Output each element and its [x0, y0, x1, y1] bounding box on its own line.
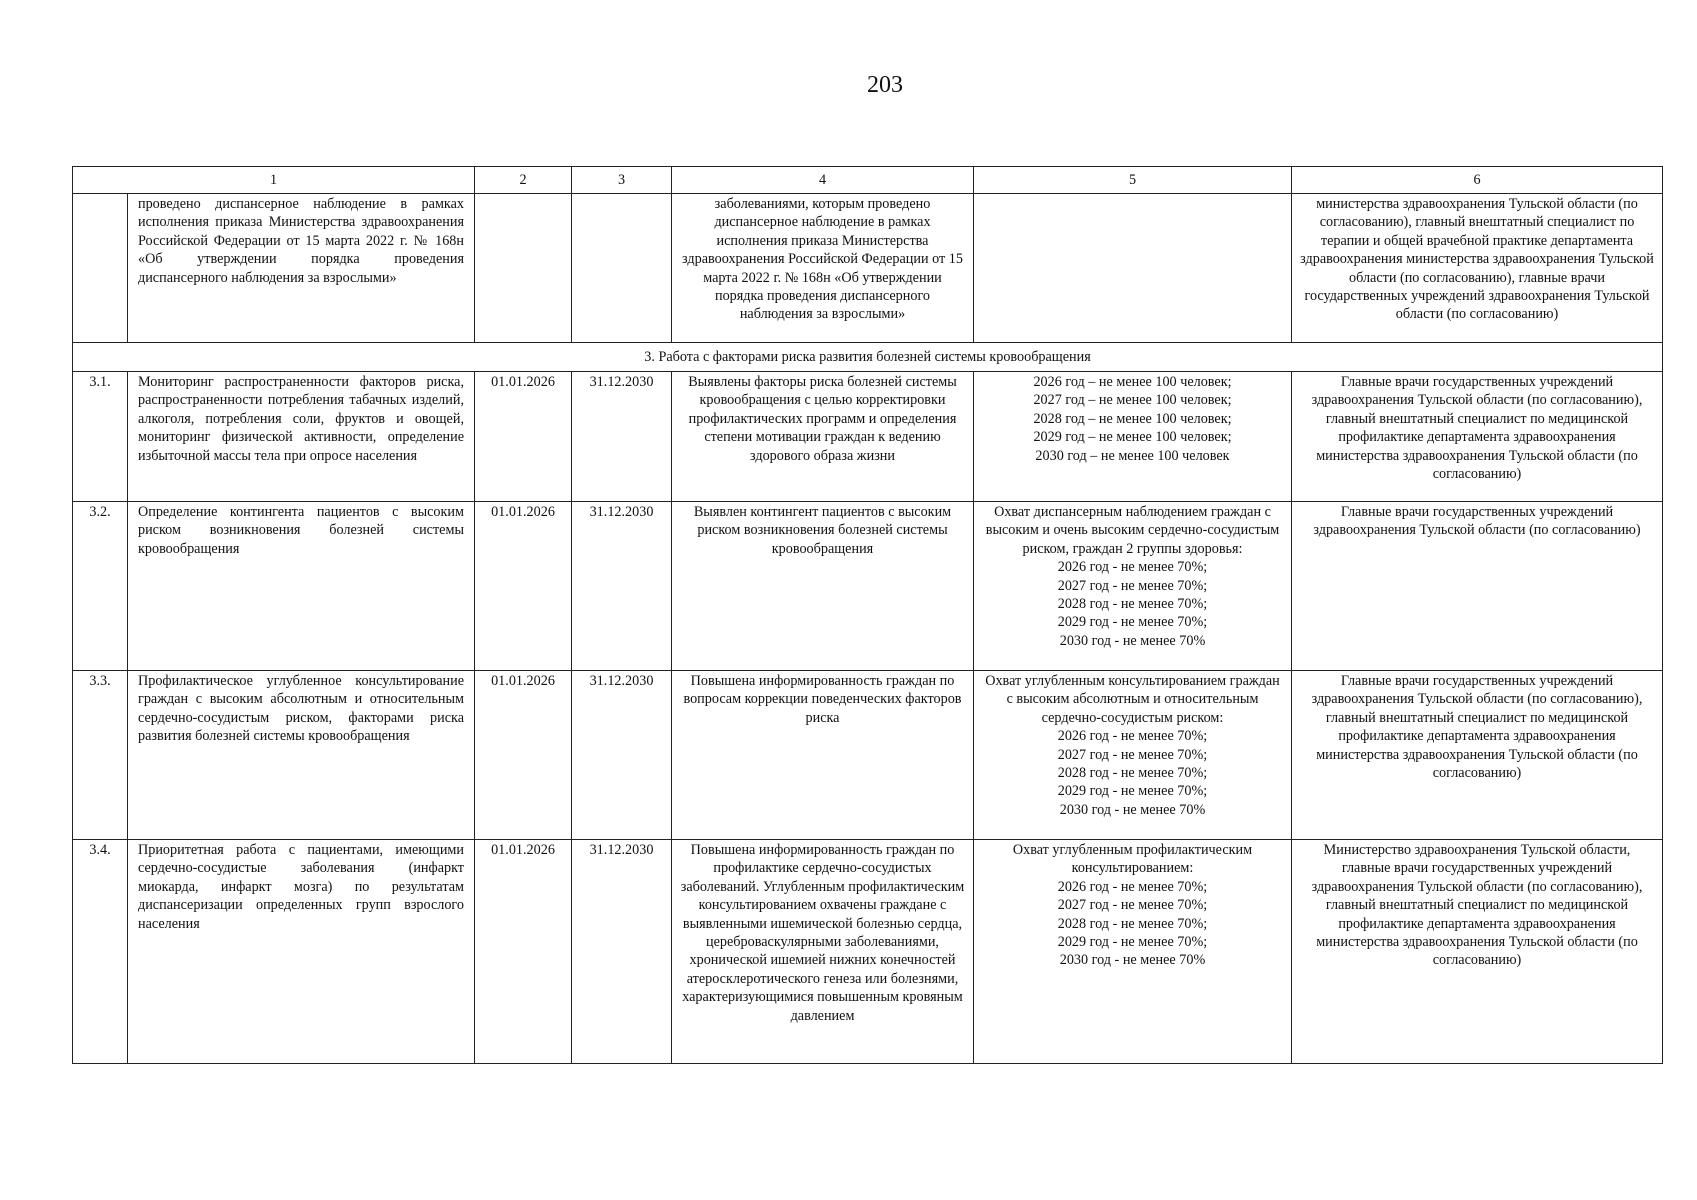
indicator-line: 2030 год – не менее 100 человек	[1035, 447, 1230, 464]
indicator-line: 2029 год - не менее 70%;	[1057, 934, 1208, 951]
indicator-cell	[974, 840, 1292, 1064]
responsible-executors: Главные врачи государственных учреждений здравоохранения Тульской области (по согласованию)	[1292, 502, 1663, 671]
indicator-cell	[974, 372, 1292, 502]
table-row	[73, 372, 1663, 502]
indicator-line: 2028 год - не менее 70%;	[1057, 596, 1208, 613]
indicator-line: Охват диспансерным наблюдением граждан с высоким и очень высоким сердечно-сосудистым риском, граждан 2 группы здоровья:	[985, 504, 1280, 557]
indicator-line: 2029 год - не менее 70%;	[1057, 614, 1208, 631]
indicator-line: 2027 год - не менее 70%;	[1057, 897, 1208, 914]
indicator-line: 2027 год – не менее 100 человек;	[1033, 392, 1232, 409]
table-row	[73, 840, 1663, 1064]
continuation-indicator-cell	[974, 194, 1292, 343]
continuation-number-cell	[73, 194, 128, 343]
responsible-executors: Главные врачи государственных учреждений здравоохранения Тульской области (по согласованию), главный внештатный специалист по медицинской профилактике департамента здравоохранения министерства здравоохранения Тульской области (по согласованию)	[1292, 372, 1663, 502]
table-row	[73, 502, 1663, 671]
table-row	[73, 671, 1663, 840]
measure-name: Мониторинг распространенности факторов риска, распространенности потребления табачных изделий, алкоголя, потребления соли, фруктов и овощей, мониторинг физической активности, определение избыточной массы тела при опросе населения	[128, 372, 475, 502]
measures-table	[72, 166, 1663, 1064]
section-title: 3. Работа с факторами риска развития болезней системы кровообращения	[73, 343, 1663, 372]
indicator-line: 2029 год – не менее 100 человек;	[1033, 429, 1232, 446]
responsible-executors: Главные врачи государственных учреждений здравоохранения Тульской области (по согласованию), главный внештатный специалист по медицинской профилактике департамента здравоохранения министерства здравоохранения Тульской области (по согласованию)	[1292, 671, 1663, 840]
start-date: 01.01.2026	[475, 671, 572, 840]
start-date: 01.01.2026	[475, 840, 572, 1064]
continuation-end-cell	[572, 194, 672, 343]
responsible-executors: Министерство здравоохранения Тульской области, главные врачи государственных учреждений здравоохранения Тульской области (по согласованию), главный внештатный специалист по медицинской профилактике департамента здравоохранения министерства здравоохранения Тульской области (по согласованию)	[1292, 840, 1663, 1064]
indicator-line: 2029 год - не менее 70%;	[1057, 783, 1208, 800]
column-number-4: 4	[672, 167, 974, 194]
column-number-6: 6	[1292, 167, 1663, 194]
indicator-line: 2027 год - не менее 70%;	[1057, 746, 1208, 763]
end-date: 31.12.2030	[572, 840, 672, 1064]
expected-result: Повышена информированность граждан по вопросам коррекции поведенческих факторов риска	[672, 671, 974, 840]
indicator-line: 2027 год - не менее 70%;	[1057, 577, 1208, 594]
column-number-2: 2	[475, 167, 572, 194]
row-number: 3.4.	[73, 840, 128, 1064]
row-number: 3.3.	[73, 671, 128, 840]
indicator-cell	[974, 502, 1292, 671]
end-date: 31.12.2030	[572, 671, 672, 840]
measure-name: Определение контингента пациентов с высоким риском возникновения болезней системы кровообращения	[128, 502, 475, 671]
indicator-line: 2028 год – не менее 100 человек;	[1033, 410, 1232, 427]
continuation-measure-name: проведено диспансерное наблюдение в рамках исполнения приказа Министерства здравоохранения Российской Федерации от 15 марта 2022 г. № 168н «Об утверждении порядка проведения диспансерного наблюдения за взрослыми»	[128, 194, 475, 343]
page-number: 203	[867, 72, 903, 98]
expected-result: Повышена информированность граждан по профилактике сердечно-сосудистых заболеваний. Углубленным профилактическим консультированием охвачены граждане с выявленными ишемической болезнью сердца, цереброваскулярными заболеваниями, хронической ишемией нижних конечностей атеросклеротического генеза или болезнями, характеризующимися повышенным кровяным давлением	[672, 840, 974, 1064]
indicator-line: 2028 год - не менее 70%;	[1057, 915, 1208, 932]
indicator-cell	[974, 671, 1292, 840]
column-number-3: 3	[572, 167, 672, 194]
column-number-header-row	[73, 167, 1663, 194]
indicator-line: 2026 год – не менее 100 человек;	[1033, 374, 1232, 390]
indicator-line: 2026 год - не менее 70%;	[1057, 728, 1208, 745]
indicator-line: 2030 год - не менее 70%	[1059, 801, 1206, 818]
measure-name: Профилактическое углубленное консультирование граждан с высоким абсолютным и относительным сердечно-сосудистым риском, факторами риска развития болезней системы кровообращения	[128, 671, 475, 840]
column-number-5: 5	[974, 167, 1292, 194]
continuation-row	[73, 194, 1663, 343]
row-number: 3.2.	[73, 502, 128, 671]
section-header-row	[73, 343, 1663, 372]
expected-result: Выявлен контингент пациентов с высоким риском возникновения болезней системы кровообращения	[672, 502, 974, 671]
indicator-line: 2026 год - не менее 70%;	[1057, 878, 1208, 895]
expected-result: Выявлены факторы риска болезней системы кровообращения с целью корректировки профилактических программ и определения степени мотивации граждан к ведению здорового образа жизни	[672, 372, 974, 502]
indicator-line: 2030 год - не менее 70%	[1059, 632, 1206, 649]
start-date: 01.01.2026	[475, 502, 572, 671]
indicator-line: Охват углубленным консультированием граждан с высоким абсолютным и относительным сердечно-сосудистым риском:	[985, 673, 1280, 726]
continuation-responsible: министерства здравоохранения Тульской области (по согласованию), главный внештатный специалист по терапии и общей врачебной практике департамента здравоохранения министерства здравоохранения Тульской области (по согласованию), главные врачи государственных учреждений здравоохранения Тульской области (по согласованию)	[1292, 194, 1663, 343]
indicator-line: Охват углубленным профилактическим консультированием:	[1012, 842, 1253, 877]
indicator-line: 2026 год - не менее 70%;	[1057, 559, 1208, 576]
end-date: 31.12.2030	[572, 372, 672, 502]
start-date: 01.01.2026	[475, 372, 572, 502]
indicator-line: 2028 год - не менее 70%;	[1057, 765, 1208, 782]
continuation-start-cell	[475, 194, 572, 343]
measure-name: Приоритетная работа с пациентами, имеющими сердечно-сосудистые заболевания (инфаркт миокарда, инфаркт мозга) по результатам диспансеризации определенных групп взрослого населения	[128, 840, 475, 1064]
indicator-line: 2030 год - не менее 70%	[1059, 952, 1206, 969]
row-number: 3.1.	[73, 372, 128, 502]
end-date: 31.12.2030	[572, 502, 672, 671]
column-number-1: 1	[73, 167, 475, 194]
continuation-result: заболеваниями, которым проведено диспансерное наблюдение в рамках исполнения приказа Министерства здравоохранения Российской Федерации от 15 марта 2022 г. № 168н «Об утверждении порядка проведения диспансерного наблюдения за взрослыми»	[672, 194, 974, 343]
